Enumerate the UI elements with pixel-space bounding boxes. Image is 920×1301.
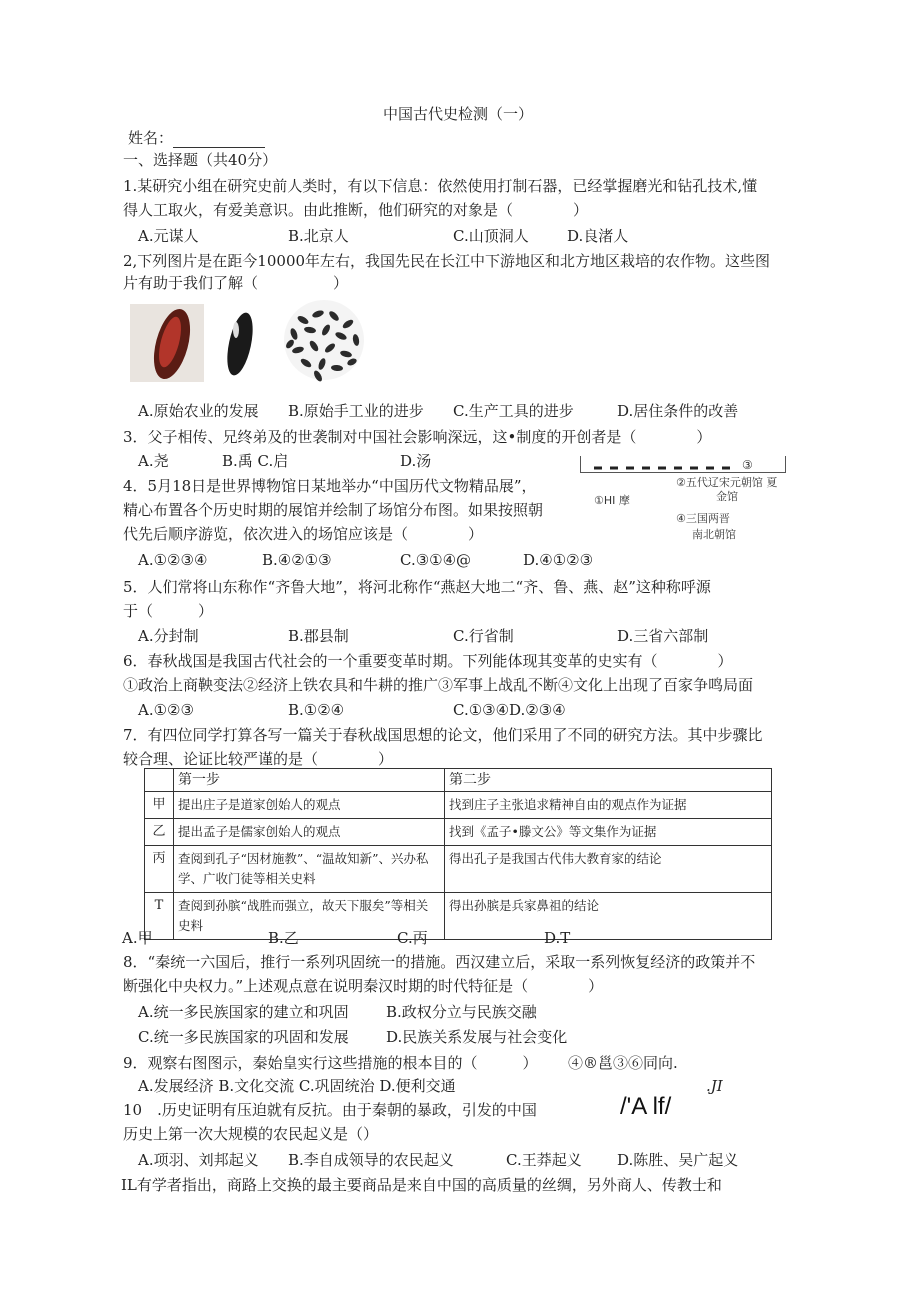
name-label: 姓名： [128, 129, 174, 147]
name-field [128, 127, 265, 148]
q3-option-a[interactable]: A.尧 [138, 452, 169, 470]
q4-option-a[interactable]: A.①②③④ [138, 551, 208, 569]
row-step1: 查阅到孙膑“战胜而强立，故天下服矣”等相关史料 [174, 893, 445, 940]
q3-stem: 3．父子相传、兄终弟及的世袭制对中国社会影响深远，这•制度的开创者是（ ） [123, 428, 712, 446]
q7-stem-line2: 较合理、论证比较严谨的是（ ） [123, 750, 394, 768]
q10-option-a[interactable]: A.项羽、刘邦起义 [138, 1151, 259, 1169]
row-step1: 提出庄子是道家创始人的观点 [174, 792, 445, 819]
q2-stem-line2: 片有助于我们了解（ ） [123, 274, 349, 292]
venue-map [580, 454, 788, 544]
q11-stem: IL有学者指出，商路上交换的最主要商品是来自中国的高质量的丝绸，另外商人、传教士和 [121, 1176, 722, 1194]
q9-figure-caption: ④®邕③⑥同向. [568, 1054, 678, 1072]
q1-option-b[interactable]: B.北京人 [288, 227, 349, 245]
q7-option-c[interactable]: C.丙 [397, 929, 428, 947]
q5-option-c[interactable]: C.行省制 [453, 627, 514, 645]
row-step1: 查阅到孔子“因材施教”、“温故知新”、兴办私学、广收门徒等相关史料 [174, 846, 445, 893]
row-step2: 得出孙膑是兵家鼻祖的结论 [445, 893, 772, 940]
crop-images [128, 300, 368, 385]
q6-option-a[interactable]: A.①②③ [138, 701, 194, 719]
q10-stem-line1: 10 .历史证明有压迫就有反抗。由于秦朝的暴政，引发的中国 [123, 1101, 537, 1119]
row-step2: 得出孔子是我国古代伟大教育家的结论 [445, 846, 772, 893]
venue-map-dashes [580, 454, 788, 474]
q10-option-b[interactable]: B.李自成领导的农民起义 [288, 1151, 454, 1169]
q2-option-a[interactable]: A.原始农业的发展 [138, 402, 259, 420]
row-key: 乙 [145, 819, 174, 846]
q4-stem-line1: 4．5月18日是世界博物馆日某地举办“中国历代文物精品展”， [123, 477, 537, 495]
venue-label-2b: 金馆 [716, 490, 738, 503]
table-header-step2: 第二步 [445, 769, 772, 792]
q6-option-cd[interactable]: C.①③④D.②③④ [453, 701, 566, 719]
venue-label-4b: 南北朝馆 [692, 528, 736, 541]
table-row [145, 819, 772, 846]
q7-method-table [144, 768, 772, 940]
q3-option-d[interactable]: D.汤 [400, 452, 432, 470]
q7-stem-line1: 7．有四位同学打算各写一篇关于春秋战国思想的论文，他们采用了不同的研究方法。其中步骤比 [123, 726, 763, 744]
row-step2: 找到《孟子•滕文公》等文集作为证据 [445, 819, 772, 846]
q8-stem-line1: 8．“秦统一六国后，推行一系列巩固统一的措施。西汉建立后，采取一系列恢复经济的政策并不 [123, 953, 756, 971]
row-step2: 找到庄子主张追求精神自由的观点作为证据 [445, 792, 772, 819]
q6-option-b[interactable]: B.①②④ [288, 701, 345, 719]
q1-stem-line1: 1.某研究小组在研究史前人类时，有以下信息：依然使用打制石器，已经掌握磨光和钻孔技术,懂 [123, 177, 758, 195]
q3-option-bc[interactable]: B.禹 C.启 [222, 452, 289, 470]
q2-stem-line1: 2,下列图片是在距今10000年左右，我国先民在长江中下游地区和北方地区栽培的农作物。这些图 [123, 252, 771, 270]
table-corner [145, 769, 174, 792]
q5-stem-line2: 于（ ） [123, 602, 214, 620]
q2-option-c[interactable]: C.生产工具的进步 [453, 402, 574, 420]
q8-option-d[interactable]: D.民族关系发展与社会变化 [386, 1028, 568, 1046]
q4-option-c[interactable]: C.③①④@ [400, 551, 472, 569]
q4-stem-line2: 精心布置各个历史时期的展馆并绘制了场馆分布图。如果按照朝 [123, 501, 544, 519]
q8-stem-line2: 断强化中央权力。”上述观点意在说明秦汉时期的时代特征是（ ） [123, 977, 604, 995]
q9-stem: 9．观察右图图示，秦始皇实行这些措施的根本目的（ ） [123, 1054, 538, 1072]
q4-option-b[interactable]: B.④②①③ [262, 551, 332, 569]
q7-option-b[interactable]: B.乙 [268, 929, 299, 947]
q6-stem: 6．春秋战国是我国古代社会的一个重要变革时期。下列能体现其变革的史实有（ ） [123, 652, 733, 670]
venue-label-4a: ④三国两晋 [676, 512, 730, 525]
q10-option-d[interactable]: D.陈胜、吴广起义 [617, 1151, 739, 1169]
q1-option-d[interactable]: D.良渚人 [567, 227, 629, 245]
row-step1: 提出孟子是儒家创始人的观点 [174, 819, 445, 846]
venue-label-3: ③ [742, 458, 753, 472]
q1-stem-line2: 得人工取火，有爱美意识。由此推断，他们研究的对象是（ ） [123, 201, 589, 219]
q8-option-c[interactable]: C.统一多民族国家的巩固和发展 [138, 1028, 349, 1046]
page-title: 中国古代史检测（一） [383, 105, 534, 123]
q7-option-a[interactable]: A.甲 [122, 929, 153, 947]
q10-figure-mark: /'A lf/ [620, 1093, 672, 1120]
table-header-row [145, 769, 772, 792]
table-row [145, 893, 772, 940]
q5-option-a[interactable]: A.分封制 [138, 627, 199, 645]
q1-option-c[interactable]: C.山顶洞人 [453, 227, 529, 245]
q8-option-a[interactable]: A.统一多民族国家的建立和巩固 [138, 1003, 349, 1021]
rice-grain-image [130, 304, 204, 383]
venue-label-1: ①HI 摩 [594, 494, 630, 507]
q4-option-d[interactable]: D.④①②③ [523, 551, 594, 569]
name-input-line[interactable] [173, 133, 265, 148]
q4-stem-line3: 代先后顺序游览，依次进入的场馆应该是（ ） [123, 525, 484, 543]
q7-option-d[interactable]: D.T [544, 929, 571, 947]
row-key: T [145, 893, 174, 940]
q2-option-b[interactable]: B.原始手工业的进步 [288, 402, 424, 420]
seed-cluster-image [284, 300, 364, 383]
q6-items: ①政治上商鞅变法②经济上铁农具和牛耕的推广③军事上战乱不断④文化上出现了百家争鸣局面 [123, 676, 754, 694]
table-header-step1: 第一步 [174, 769, 445, 792]
row-key: 丙 [145, 846, 174, 893]
q9-options[interactable]: A.发展经济 B.文化交流 C.巩固统治 D.便利交通 [138, 1077, 456, 1095]
q10-option-c[interactable]: C.王莽起义 [506, 1151, 582, 1169]
venue-label-2a: ②五代辽宋元朝馆 夏 [676, 476, 778, 489]
q9-figure-mark: .JI [706, 1077, 723, 1095]
table-row [145, 846, 772, 893]
row-key: 甲 [145, 792, 174, 819]
q8-option-b[interactable]: B.政权分立与民族交融 [386, 1003, 537, 1021]
q1-option-a[interactable]: A.元谋人 [138, 227, 199, 245]
q10-stem-line2: 历史上第一次大规模的农民起义是（） [123, 1125, 379, 1143]
q5-option-b[interactable]: B.郡县制 [288, 627, 349, 645]
table-row [145, 792, 772, 819]
millet-grain-image [223, 310, 258, 377]
q2-option-d[interactable]: D.居住条件的改善 [617, 402, 739, 420]
q5-stem-line1: 5．人们常将山东称作“齐鲁大地”，将河北称作“燕赵大地二“齐、鲁、燕、赵”这种称呼源 [123, 578, 711, 596]
q5-option-d[interactable]: D.三省六部制 [617, 627, 709, 645]
section-heading: 一、选择题（共40分） [123, 151, 278, 169]
